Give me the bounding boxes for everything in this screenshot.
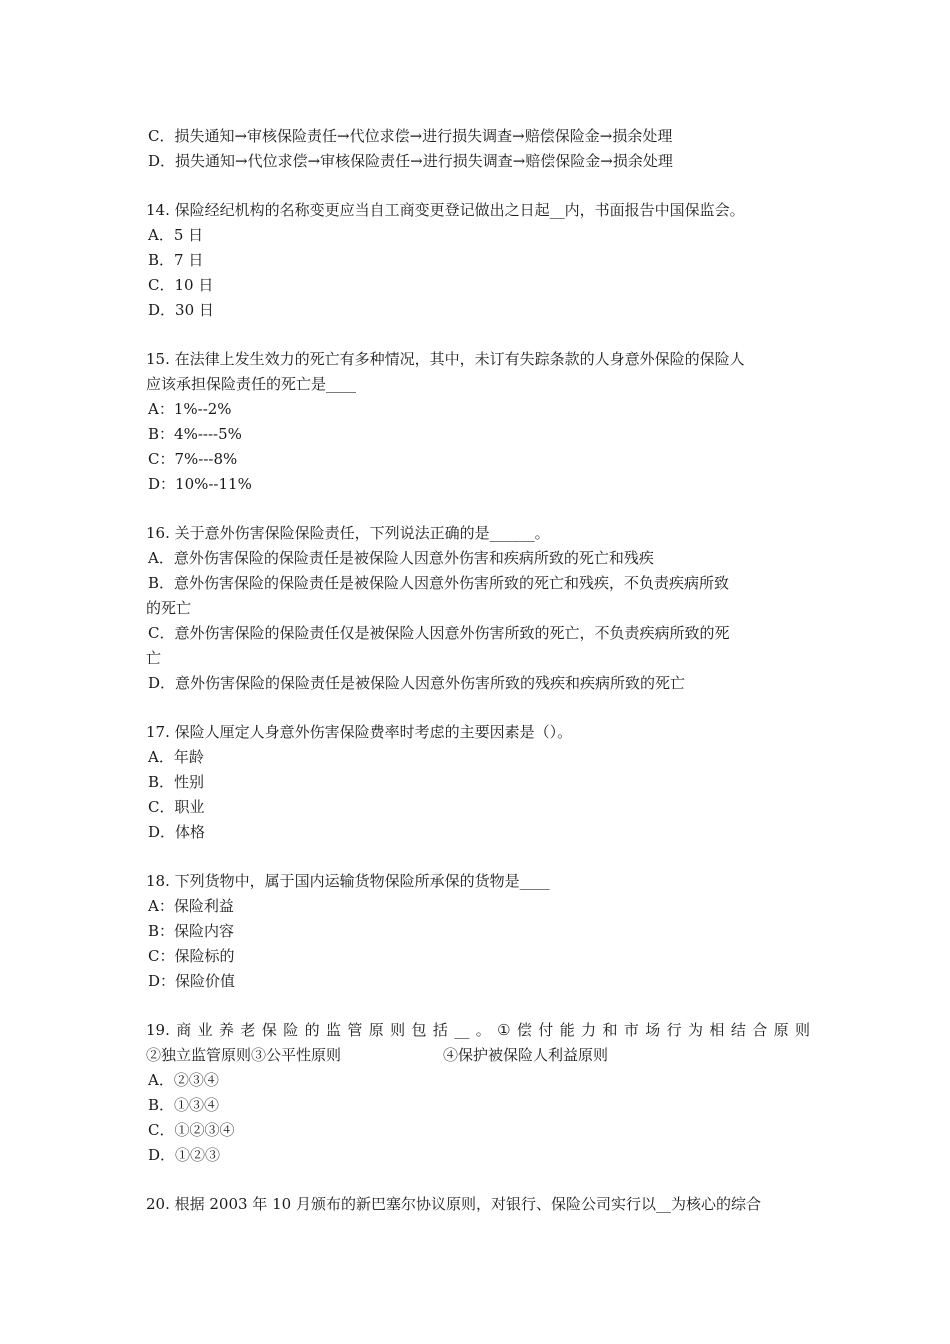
question-19-stem-char: 原	[368, 1021, 384, 1039]
question-13-option-c: C．损失通知→审核保险责任→代位求偿→进行损失调查→赔偿保险金→损余处理	[148, 127, 673, 145]
question-19-stem-char: 包	[411, 1021, 427, 1039]
question-19-stem-char: 的	[304, 1021, 320, 1039]
question-19-stem-char: 业	[197, 1021, 213, 1039]
question-19-stem-char: 监	[325, 1021, 341, 1039]
question-14-option-c: C．10 日	[148, 276, 214, 294]
question-19-stem-char: 偿	[516, 1021, 532, 1039]
question-19-stem-char: 。	[475, 1021, 491, 1039]
question-14-stem: 14. 保险经纪机构的名称变更应当自工商变更登记做出之日起__内，书面报告中国保监会。	[146, 201, 745, 219]
question-19-stem-char: 则	[794, 1021, 810, 1039]
question-15-option-b: B：4%----5%	[148, 425, 242, 443]
question-19-stem-char: 管	[347, 1021, 363, 1039]
question-19-stem-char: 和	[602, 1021, 618, 1039]
question-19-stem-char: 市	[623, 1021, 639, 1039]
question-19-stem-char: 括	[432, 1021, 448, 1039]
question-16	[146, 521, 810, 696]
question-13-options	[146, 124, 810, 174]
question-14-option-d: D．30 日	[148, 301, 214, 319]
question-14	[146, 198, 810, 323]
question-16-option-c-line-1: C．意外伤害保险的保险责任仅是被保险人因意外伤害所致的死亡，不负责疾病所致的死	[148, 624, 730, 642]
question-19-stem-char: 结	[730, 1021, 746, 1039]
question-19-stem-char: 原	[773, 1021, 789, 1039]
question-19-stem-char: 付	[538, 1021, 554, 1039]
question-17-option-a: A．年龄	[148, 748, 204, 766]
question-18-option-a: A：保险利益	[148, 897, 234, 915]
question-19-stem-line-2-part-2: ④保护被保险人利益原则	[443, 1046, 609, 1064]
question-15-option-c: C：7%---8%	[148, 450, 238, 468]
question-15	[146, 347, 810, 497]
question-19-stem-char: 行	[666, 1021, 682, 1039]
question-20	[146, 1192, 810, 1217]
question-15-option-a: A：1%--2%	[148, 400, 232, 418]
question-18-stem: 18. 下列货物中，属于国内运输货物保险所承保的货物是____	[146, 872, 550, 890]
question-19-option-b: B．①③④	[148, 1096, 220, 1114]
question-19-option-a: A．②③④	[148, 1071, 219, 1089]
question-19	[146, 1018, 810, 1168]
question-19-stem-char: 险	[283, 1021, 299, 1039]
question-15-option-d: D：10%--11%	[148, 475, 252, 493]
question-19-stem-char: __	[454, 1021, 470, 1039]
question-17	[146, 720, 810, 845]
question-18-option-c: C：保险标的	[148, 947, 235, 965]
question-19-stem-char: ①	[497, 1021, 511, 1039]
question-17-option-d: D．体格	[148, 823, 206, 841]
question-19-stem-line-1	[146, 1018, 810, 1043]
question-19-stem-char: 则	[390, 1021, 406, 1039]
question-17-option-b: B．性别	[148, 773, 205, 791]
question-16-option-a: A．意外伤害保险的保险责任是被保险人因意外伤害和疾病所致的死亡和残疾	[148, 549, 654, 567]
question-17-option-c: C．职业	[148, 798, 205, 816]
question-17-stem: 17. 保险人厘定人身意外伤害保险费率时考虑的主要因素是（）。	[146, 723, 573, 741]
question-16-option-c-line-2: 亡	[146, 649, 162, 667]
question-19-option-d: D．①②③	[148, 1146, 221, 1164]
question-20-stem-line-1: 20. 根据 2003 年 10 月颁布的新巴塞尔协议原则，对银行、保险公司实行以__为核心的综合	[146, 1195, 761, 1213]
question-19-stem-char: 能	[559, 1021, 575, 1039]
question-19-stem-char: 商	[176, 1021, 192, 1039]
question-16-option-b-line-2: 的死亡	[146, 599, 192, 617]
question-16-option-d: D．意外伤害保险的保险责任是被保险人因意外伤害所致的残疾和疾病所致的死亡	[148, 674, 686, 692]
question-14-option-a: A．5 日	[148, 226, 204, 244]
question-15-stem-line-2: 应该承担保险责任的死亡是____	[146, 375, 357, 393]
question-18-option-b: B：保险内容	[148, 922, 235, 940]
document-page	[146, 124, 810, 1217]
question-19-stem-line-2-part-1: ②独立监管原则③公平性原则	[146, 1046, 342, 1064]
question-19-stem-char: 老	[240, 1021, 256, 1039]
question-18-option-d: D：保险价值	[148, 972, 236, 990]
question-19-stem-char: 相	[709, 1021, 725, 1039]
question-19-stem-char: 力	[581, 1021, 597, 1039]
question-19-option-c: C．①②③④	[148, 1121, 235, 1139]
question-16-stem: 16. 关于意外伤害保险保险责任，下列说法正确的是______。	[146, 524, 550, 542]
question-18	[146, 869, 810, 994]
question-16-option-b-line-1: B．意外伤害保险的保险责任是被保险人因意外伤害所致的死亡和残疾，不负责疾病所致	[148, 574, 730, 592]
question-19-stem-char: 合	[752, 1021, 768, 1039]
question-19-stem-char: 19.	[146, 1021, 170, 1039]
question-19-stem-char: 保	[261, 1021, 277, 1039]
question-19-stem-char: 场	[645, 1021, 661, 1039]
question-19-stem-char: 为	[688, 1021, 704, 1039]
question-15-stem-line-1: 15. 在法律上发生效力的死亡有多种情况，其中，未订有失踪条款的人身意外保险的保险人	[146, 350, 745, 368]
question-19-stem-line-2	[146, 1043, 810, 1068]
question-14-option-b: B．7 日	[148, 251, 204, 269]
question-13-option-d: D．损失通知→代位求偿→审核保险责任→进行损失调查→赔偿保险金→损余处理	[148, 152, 673, 170]
question-19-stem-char: 养	[219, 1021, 235, 1039]
